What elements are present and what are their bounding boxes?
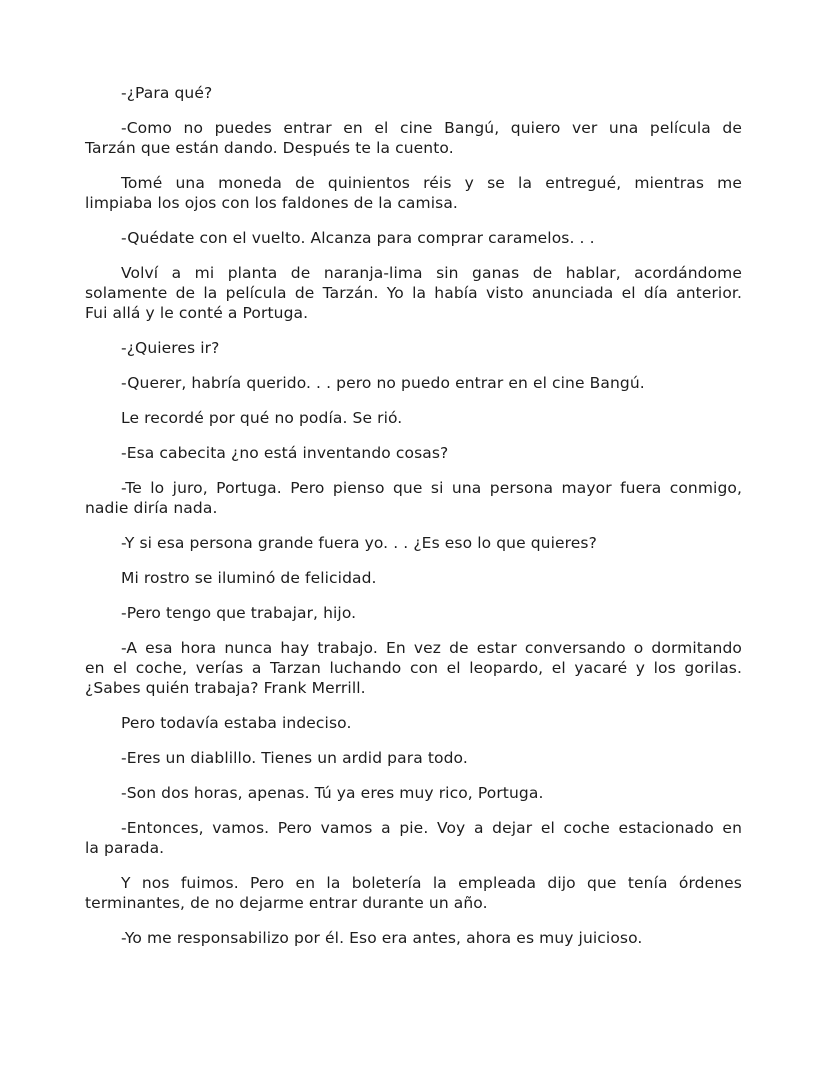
paragraph — [85, 603, 742, 623]
text-line: -Esa cabecita ¿no está inventando cosas? — [121, 444, 449, 462]
text-line: en el coche, verías a Tarzan luchando con el leopardo, el yacaré y los gorilas. — [85, 659, 742, 677]
paragraph — [85, 568, 742, 588]
text-line: -Yo me responsabilizo por él. Eso era antes, ahora es muy juicioso. — [121, 929, 643, 947]
paragraph-container — [85, 83, 742, 948]
text-line: Tarzán que están dando. Después te la cuento. — [85, 139, 454, 157]
paragraph — [85, 228, 742, 248]
paragraph — [85, 478, 742, 518]
text-line: Tomé una moneda de quinientos réis y se la entregué, mientras me — [121, 174, 742, 192]
text-line: -Entonces, vamos. Pero vamos a pie. Voy a dejar el coche estacionado en — [121, 819, 742, 837]
text-line: -¿Quieres ir? — [121, 339, 220, 357]
text-line: -Como no puedes entrar en el cine Bangú, quiero ver una película de — [121, 119, 742, 137]
text-line: limpiaba los ojos con los faldones de la camisa. — [85, 194, 458, 212]
text-line: Mi rostro se iluminó de felicidad. — [121, 569, 377, 587]
paragraph — [85, 83, 742, 103]
text-line: solamente de la película de Tarzán. Yo la había visto anunciada el día anterior. — [85, 284, 742, 302]
text-line: -Y si esa persona grande fuera yo. . . ¿Es eso lo que quieres? — [121, 534, 597, 552]
text-line: ¿Sabes quién trabaja? Frank Merrill. — [85, 679, 366, 697]
paragraph — [85, 118, 742, 158]
paragraph — [85, 408, 742, 428]
paragraph — [85, 638, 742, 698]
text-line: -Querer, habría querido. . . pero no puedo entrar en el cine Bangú. — [121, 374, 645, 392]
text-line: la parada. — [85, 839, 165, 857]
paragraph — [85, 748, 742, 768]
text-line: nadie diría nada. — [85, 499, 218, 517]
paragraph — [85, 783, 742, 803]
text-line: -A esa hora nunca hay trabajo. En vez de estar conversando o dormitando — [121, 639, 742, 657]
text-line: Volví a mi planta de naranja-lima sin ganas de hablar, acordándome — [121, 264, 742, 282]
paragraph — [85, 263, 742, 323]
paragraph — [85, 173, 742, 213]
paragraph — [85, 873, 742, 913]
text-line: Y nos fuimos. Pero en la boletería la empleada dijo que tenía órdenes — [121, 874, 742, 892]
text-line: Pero todavía estaba indeciso. — [121, 714, 352, 732]
text-line: -¿Para qué? — [121, 84, 213, 102]
text-line: -Te lo juro, Portuga. Pero pienso que si una persona mayor fuera conmigo, — [121, 479, 742, 497]
paragraph — [85, 713, 742, 733]
paragraph — [85, 373, 742, 393]
text-line: -Son dos horas, apenas. Tú ya eres muy rico, Portuga. — [121, 784, 544, 802]
text-line: -Quédate con el vuelto. Alcanza para comprar caramelos. . . — [121, 229, 595, 247]
text-line: terminantes, de no dejarme entrar durante un año. — [85, 894, 488, 912]
text-line: Fui allá y le conté a Portuga. — [85, 304, 309, 322]
paragraph — [85, 338, 742, 358]
text-line: -Eres un diablillo. Tienes un ardid para todo. — [121, 749, 468, 767]
paragraph — [85, 818, 742, 858]
paragraph — [85, 928, 742, 948]
paragraph — [85, 533, 742, 553]
paragraph — [85, 443, 742, 463]
text-line: Le recordé por qué no podía. Se rió. — [121, 409, 403, 427]
text-line: -Pero tengo que trabajar, hijo. — [121, 604, 357, 622]
